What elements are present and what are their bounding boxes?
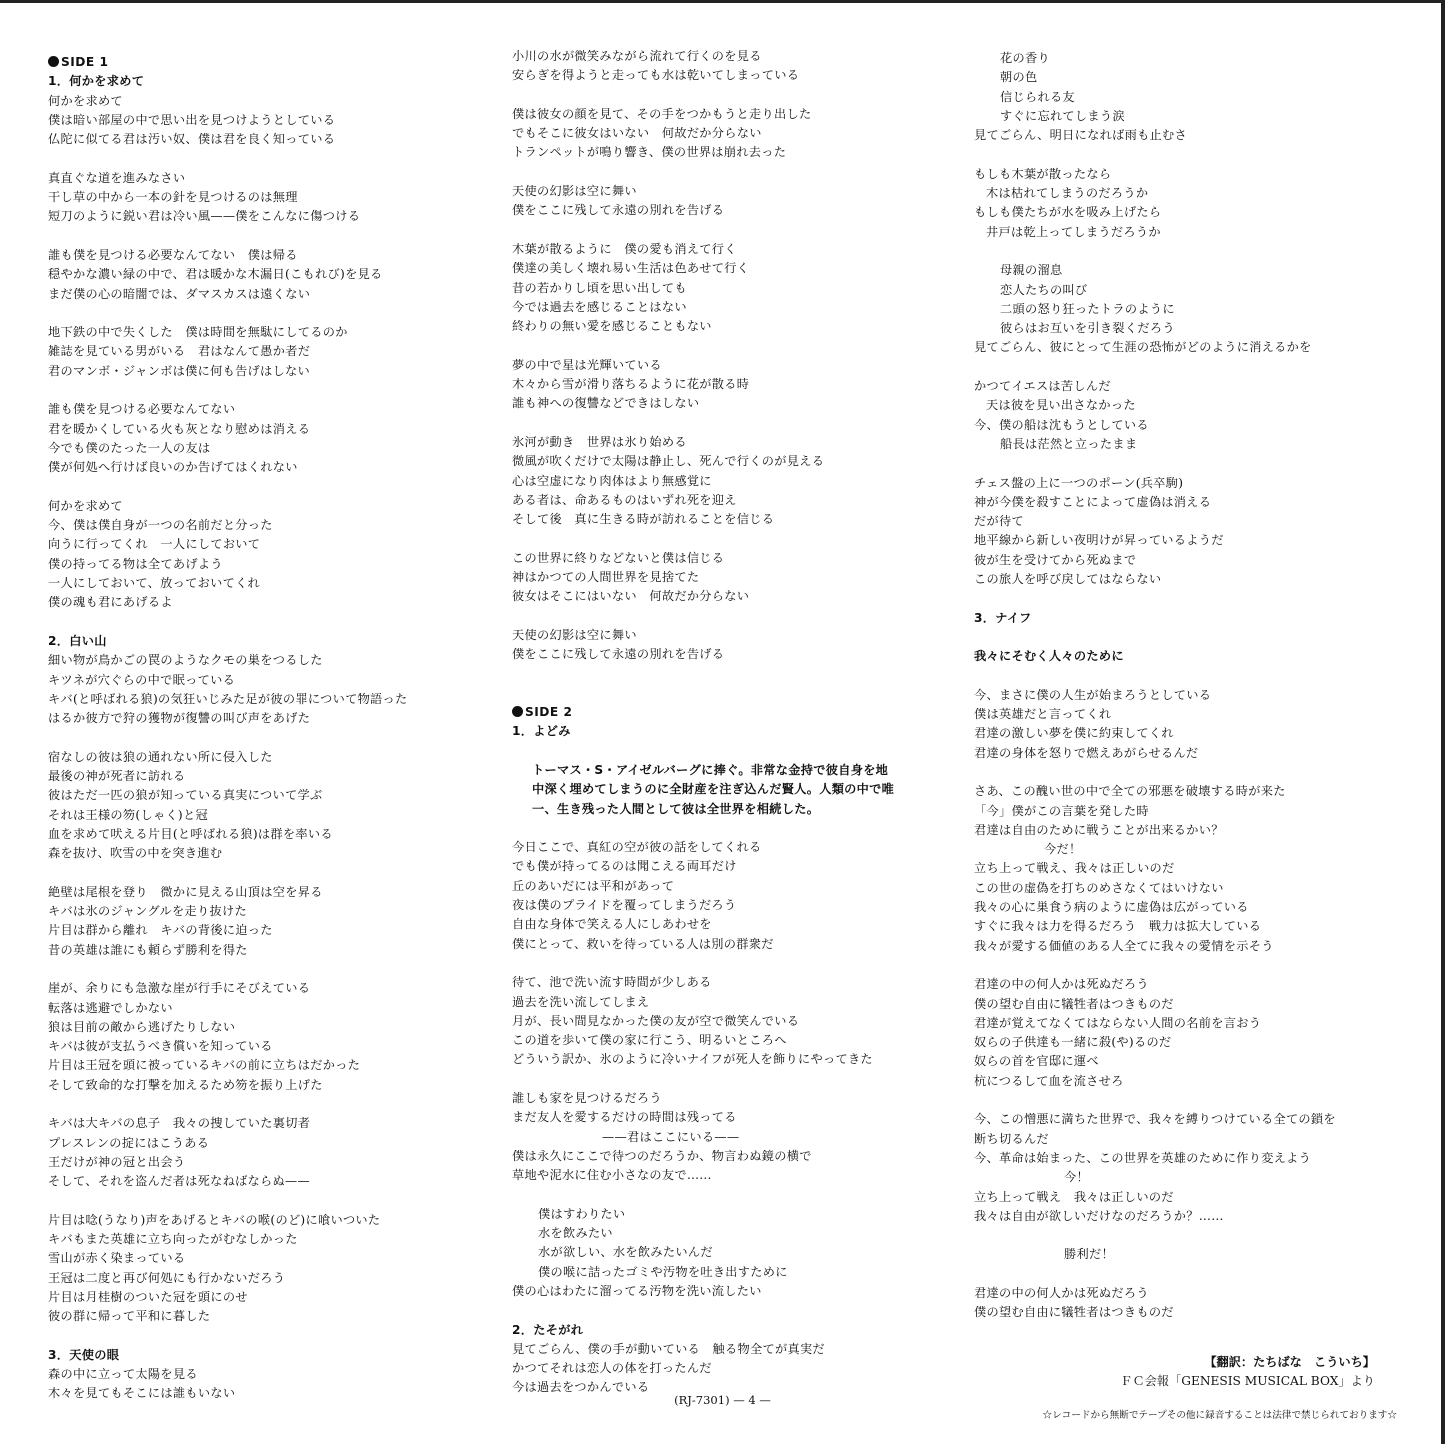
lyric-line: かつてイエスは苦しんだ — [974, 379, 1111, 394]
lyric-line: 神はかつての人間世界を見捨てた — [512, 570, 700, 585]
lyric-line: 「今」僕がこの言葉を発した時 — [974, 803, 1149, 818]
lyric-line: もしも木葉が散ったなら — [974, 166, 1112, 181]
lyric-line: 木は枯れてしまうのだろうか — [986, 186, 1149, 201]
lyric-line: すぐに忘れてしまう涙 — [1000, 108, 1125, 123]
page-number: (RJ-7301) — 4 — — [674, 1393, 771, 1407]
lyric-line: 母親の溜息 — [1000, 263, 1063, 278]
lyric-line: 立ち上って戦え、我々は正しいのだ — [974, 861, 1175, 876]
lyric-line: 彼の群に帰って平和に暮した — [48, 1309, 211, 1324]
lyric-line: そして後 真に生きる時が訪れることを信じる — [512, 512, 775, 527]
lyric-line: 僕の望む自由に犠牲者はつきものだ — [974, 996, 1174, 1011]
lyric-line: 昔の若かりし頃を思い出しても — [512, 280, 687, 295]
lyric-line: 安らぎを得ようと走っても水は乾いてしまっている — [512, 68, 800, 83]
lyric-line: 片目は月桂樹のついた冠を頭にのせ — [48, 1290, 248, 1304]
lyrics-block — [512, 47, 952, 665]
lyrics-block — [48, 92, 488, 613]
lyric-line: 井戸は乾上ってしまうだろうか — [986, 224, 1161, 239]
translator-credit: 【翻訳：たちばな こういち】 — [1204, 1355, 1375, 1369]
side-1-heading: SIDE 1 — [48, 53, 488, 72]
lyric-line: 今、革命は始まった、この世界を英雄のために作り変えよう — [974, 1150, 1312, 1165]
lyric-line: 君達の身体を怒りで燃えあがらせるんだ — [974, 745, 1199, 760]
lyric-line: 僕は彼女の顔を見て、その手をつかもうと走り出した — [512, 106, 812, 121]
lyric-line: 今、僕の船は沈もうとしている — [974, 417, 1149, 432]
song-title: 1．よどみ — [512, 724, 571, 739]
lyric-line: 断ち切るんだ — [974, 1131, 1049, 1146]
lyric-line: 奴らの子供達も一緒に殺(や)るのだ — [974, 1035, 1172, 1050]
lyric-line: はるか彼方で狩の獲物が復讐の叫び声をあげた — [48, 711, 311, 726]
lyric-line: 自由な身体で笑える人にしあわせを — [512, 917, 712, 932]
lyric-line: キバは氷のジャングルを走り抜けた — [48, 904, 247, 919]
song-title: 3．ナイフ — [974, 610, 1032, 625]
lyric-line: 狼は目前の敵から逃げたりしない — [48, 1019, 236, 1034]
song-title: 2．たそがれ — [512, 1322, 584, 1337]
lyric-line: 僕は暗い部屋の中で思い出を見つけようとしている — [48, 112, 336, 127]
song-title: 2．白い山 — [48, 633, 107, 648]
lyric-line: この旅人を呼び戻してはならない — [974, 572, 1162, 587]
lyric-line: 僕は英雄だと言ってくれ — [974, 707, 1112, 722]
lyric-line: 今日ここで、真紅の空が彼の話をしてくれる — [512, 840, 762, 855]
lyric-line: 僕にとって、救いを待っている人は別の群衆だ — [512, 936, 774, 951]
lyric-line: 血を求めて吠える片目(と呼ばれる狼)は群を率いる — [48, 826, 333, 841]
lyric-line: 僕をここに残して永遠の別れを告げる — [512, 647, 725, 662]
lyric-line: 信じられる友 — [1000, 89, 1075, 104]
lyrics-block — [512, 838, 952, 1301]
lyric-line: 水が欲しい、水を飲みたいんだ — [538, 1245, 713, 1260]
copyright-notice: ☆レコードから無断でテープその他に録音することは法律で禁じられております☆ — [1042, 1410, 1397, 1421]
lyric-line: 彼女はそこにはいない 何故だか分らない — [512, 589, 750, 604]
bullet-icon — [512, 706, 523, 717]
column-1 — [48, 53, 488, 1404]
lyric-line: 夢の中で星は光輝いている — [512, 357, 662, 372]
lyric-line: 君達の中の何人かは死ぬだろう — [974, 1286, 1149, 1300]
lyric-line: 僕は永久にここで待つのだろうか、物言わぬ鏡の横で — [512, 1148, 812, 1163]
lyric-line: 見てごらん、明日になれば雨も止むさ — [974, 128, 1188, 143]
side-2-heading: SIDE 2 — [512, 703, 952, 722]
lyric-line: 僕達の美しく壊れ易い生活は色あせて行く — [512, 261, 750, 276]
lyric-line: 僕の持ってる物は全てあげよう — [48, 556, 223, 571]
lyric-line: 昔の英雄は誰にも頼らず勝利を得た — [48, 942, 248, 957]
lyric-line: 王だけが神の冠と出会う — [48, 1154, 186, 1169]
lyric-line: 今、僕は僕自身が一つの名前だと分った — [48, 518, 273, 533]
lyric-line: 今だ！ — [1044, 842, 1082, 857]
lyric-line: ある者は、命あるものはいずれ死を迎え — [512, 492, 737, 507]
lyric-line: 花の香り — [1000, 51, 1050, 65]
lyric-line: 夜は僕のプライドを覆ってしまうだろう — [512, 898, 737, 913]
lyrics-block — [512, 1340, 952, 1398]
lyric-line: 僕はすわりたい — [538, 1206, 626, 1221]
lyric-line: 僕の喉に詰ったゴミや汚物を吐き出すために — [538, 1264, 788, 1279]
lyric-line: さあ、この醜い世の中で全ての邪悪を破壊する時が来た — [974, 784, 1286, 799]
lyric-line: 何かを求めて — [48, 93, 123, 108]
lyric-line: キバは大キバの息子 我々の捜していた裏切者 — [48, 1116, 311, 1131]
lyric-line: 立ち上って戦え 我々は正しいのだ — [974, 1189, 1174, 1204]
lyric-line: そして致命的な打撃を加えるため笏を振り上げた — [48, 1077, 323, 1092]
lyric-line: 木葉が散るように 僕の愛も消えて行く — [512, 241, 737, 256]
lyric-line: でも僕が持ってるのは聞こえる両耳だけ — [512, 859, 737, 874]
lyric-line: 天使の幻影は空に舞い — [512, 184, 637, 199]
lyric-line: 奴らの首を官邸に運べ — [974, 1054, 1099, 1069]
lyric-line: 草地や泥水に住む小さなの友で…… — [512, 1168, 712, 1183]
lyric-line: 彼らはお互いを引き裂くだろう — [1000, 321, 1175, 336]
song-title: 1．何かを求めて — [48, 74, 145, 89]
song-title: 3．天使の眼 — [48, 1347, 120, 1362]
lyric-line: 丘のあいだには平和があって — [512, 878, 675, 893]
lyric-line: 雪山が赤く染まっている — [48, 1251, 186, 1266]
lyric-line: 片目は唸(うなり)声をあげるとキバの喉(のど)に喰いついた — [48, 1212, 381, 1227]
lyric-line: 森の中に立って太陽を見る — [48, 1367, 198, 1382]
column-2 — [512, 47, 952, 1398]
lyric-line: 我々は自由が欲しいだけなのだろうか？…… — [974, 1208, 1224, 1223]
lyric-line: 我々が愛する価値のある人全てに我々の愛情を示そう — [974, 938, 1274, 953]
lyric-line: 真直ぐな道を進みなさい — [48, 170, 186, 185]
lyric-line: 船長は茫然と立ったまま — [1000, 436, 1138, 451]
lyric-line: 細い物が鳥かごの罠のようなクモの巣をつるした — [48, 653, 323, 668]
lyric-line: 誰も神への復讐などできはしない — [512, 396, 700, 411]
lyric-line: 雑誌を見ている男がいる 君はなんて愚か者だ — [48, 344, 311, 359]
lyric-line: そして、それを盗んだ者は死なねばならぬ—— — [48, 1174, 310, 1189]
lyric-line: キバ(と呼ばれる狼)の気狂いじみた足が彼の罪について物語った — [48, 691, 408, 706]
lyric-line: キバは彼が支払うべき償いを知っている — [48, 1039, 273, 1054]
lyric-line: 天は彼を見い出さなかった — [986, 398, 1136, 413]
song-subtitle: 我々にそむく人々のために — [974, 649, 1124, 664]
lyric-line: この世の虚偽を打ちのめさなくてはいけない — [974, 880, 1224, 895]
lyric-line: まだ僕の心の暗闇では、ダマスカスは遠くない — [48, 286, 311, 301]
lyric-line: 僕をここに残して永遠の別れを告げる — [512, 203, 725, 218]
lyric-line: 待て、池で洗い流す時間が少しある — [512, 975, 712, 990]
lyric-line: 今は過去をつかんでいる — [512, 1380, 650, 1395]
lyric-line: 一人にしておいて、放っておいてくれ — [48, 576, 261, 591]
lyric-line: 水を飲みたい — [538, 1226, 613, 1241]
lyric-line: それは王様の笏(しゃく)と冠 — [48, 807, 208, 822]
lyric-line: 転落は逃避でしかない — [48, 1000, 173, 1015]
dedication-line: 一、生き残った人間として彼は全世界を相続した。 — [532, 801, 820, 816]
lyric-line: 微風が吹くだけで太陽は静止し、死んで行くのが見える — [512, 454, 825, 469]
lyric-line: 王冠は二度と再び何処にも行かないだろう — [48, 1270, 286, 1285]
lyric-line: 天使の幻影は空に舞い — [512, 627, 637, 642]
lyric-line: 誰しも家を見つけるだろう — [512, 1091, 662, 1106]
lyric-line: 朝の色 — [1000, 70, 1038, 85]
lyric-line: 今でも僕のたった一人の友は — [48, 440, 211, 455]
lyric-line: 心は空虚になり肉体はより無感覚に — [512, 473, 712, 488]
translation-credit — [1120, 1353, 1375, 1392]
lyric-line: トランペットが鳴り響き、僕の世界は崩れ去った — [512, 145, 787, 160]
lyric-line: 杭につるして血を流させろ — [974, 1073, 1124, 1088]
lyric-line: 片目は群から離れ キバの背後に迫った — [48, 923, 273, 938]
lyric-line: 彼が生を受けてから死ぬまで — [974, 552, 1137, 567]
lyric-line: 地平線から新しい夜明けが昇っているようだ — [974, 533, 1224, 548]
lyric-line: 何かを求めて — [48, 498, 123, 513]
lyric-line: 見てごらん、彼にとって生涯の恐怖がどのように消えるかを — [974, 340, 1312, 355]
lyric-line: 氷河が動き 世界は氷り始める — [512, 434, 687, 449]
lyric-line: ——君はここにいる—— — [602, 1129, 740, 1144]
lyric-line: 干し草の中から一本の針を見つけるのは無理 — [48, 190, 298, 205]
dedication-text — [512, 761, 952, 819]
lyric-line: プレスレンの掟にはこうある — [48, 1135, 210, 1150]
lyric-line: キツネが穴ぐらの中で眠っている — [48, 672, 236, 687]
lyric-line: この世界に終りなどないと僕は信じる — [512, 550, 725, 565]
lyrics-block — [974, 686, 1414, 1323]
lyric-line: 地下鉄の中で失くした 僕は時間を無駄にしてるのか — [48, 325, 348, 340]
lyric-line: 君達は自由のために戦うことが出来るかい？ — [974, 822, 1224, 837]
lyric-line: 我々の心に巣食う病のように虚偽は広がっている — [974, 900, 1249, 915]
lyric-line: 僕の望む自由に犠牲者はつきものだ — [974, 1305, 1174, 1320]
lyric-line: 崖が、余りにも急激な崖が行手にそびえている — [48, 981, 311, 996]
lyric-line: もしも僕たちが水を吸み上げたら — [974, 205, 1162, 220]
lyric-line: 彼はただ一匹の狼が知っている真実について学ぶ — [48, 788, 323, 803]
lyric-line: すぐに我々は力を得るだろう 戦力は拡大している — [974, 919, 1262, 934]
lyric-line: 神が今僕を殺すことによって虚偽は消える — [974, 494, 1212, 509]
lyric-line: 君達の中の何人かは死ぬだろう — [974, 977, 1149, 992]
lyric-line: キバもまた英雄に立ち向ったがむなしかった — [48, 1232, 298, 1247]
lyric-line: この道を歩いて僕の家に行こう、明るいところへ — [512, 1033, 787, 1048]
lyric-line: 君達が覚えてなくてはならない人間の名前を言おう — [974, 1015, 1262, 1030]
dedication-line: 中深く埋めてしまうのに全財産を注ぎ込んだ賢人。人類の中で唯 — [532, 782, 895, 797]
lyric-line: 二頭の怒り狂ったトラのように — [1000, 301, 1175, 316]
lyric-line: 片目は王冠を頭に被っているキバの前に立ちはだかった — [48, 1058, 361, 1073]
lyric-line: 僕の魂も君にあげるよ — [48, 595, 173, 610]
lyric-line: まだ友人を愛するだけの時間は残ってる — [512, 1110, 737, 1125]
lyric-line: 君を暖かくしている火も灰となり慰めは消える — [48, 421, 311, 436]
lyric-line: かつてそれは恋人の体を打ったんだ — [512, 1361, 712, 1376]
lyric-line: 小川の水が微笑みながら流れて行くのを見る — [512, 49, 762, 63]
lyric-line: 仏陀に似てる君は汚い奴、僕は君を良く知っている — [48, 132, 336, 147]
lyric-line: 君達の激しい夢を僕に約束してくれ — [974, 726, 1174, 741]
dedication-line: トーマス・S・アイゼルバーグに捧ぐ。非常な金持で彼自身を地 — [532, 762, 889, 777]
lyric-line: 見てごらん、僕の手が動いている 触る物全てが真実だ — [512, 1341, 825, 1356]
lyric-line: 今では過去を感じることはない — [512, 299, 687, 314]
lyric-line: 絶壁は尾根を登り 微かに見える山頂は空を昇る — [48, 884, 323, 899]
column-3 — [974, 49, 1414, 1323]
lyrics-block — [48, 651, 488, 1326]
lyric-line: 過去を洗い流してしまえ — [512, 994, 650, 1009]
lyric-line: 月が、長い間見なかった僕の友が空で微笑んでいる — [512, 1013, 800, 1028]
lyric-line: チェス盤の上に一つのポーン(兵卒駒) — [974, 475, 1184, 490]
lyric-line: 森を抜け、吹雪の中を突き進む — [48, 846, 223, 861]
lyric-line: どういう訳か、氷のように冷いナイフが死人を飾りにやってきた — [512, 1052, 873, 1067]
lyric-line: 宿なしの彼は狼の通れない所に侵入した — [48, 749, 273, 764]
lyric-line: でもそこに彼女はいない 何故だか分らない — [512, 126, 762, 141]
lyric-line: 木々から雪が滑り落ちるように花が散る時 — [512, 377, 750, 392]
lyric-line: 向うに行ってくれ 一人にしておいて — [48, 537, 261, 552]
lyric-line: 今、この憎悪に満ちた世界で、我々を縛りつけている全ての鎖を — [974, 1112, 1336, 1127]
lyric-line: 穏やかな濃い緑の中で、君は暖かな木漏日(こもれび)を見る — [48, 267, 383, 282]
lyric-line: だが待て — [974, 514, 1024, 529]
lyrics-block — [974, 49, 1414, 589]
lyric-line: 僕が何処へ行けば良いのか告げてはくれない — [48, 460, 298, 475]
lyric-line: 恋人たちの叫び — [1000, 282, 1088, 297]
lyric-line: 僕の心はわたに溜ってる汚物を洗い流したい — [512, 1284, 762, 1298]
lyric-line: 木々を見てもそこには誰もいない — [48, 1386, 236, 1401]
lyric-line: 誰も僕を見つける必要なんてない — [48, 402, 236, 417]
lyric-line: 今！ — [1064, 1170, 1089, 1185]
lyric-line: 短刀のように鋭い君は冷い風——僕をこんなに傷つける — [48, 209, 361, 224]
bullet-icon — [48, 56, 59, 67]
lyric-line: 誰も僕を見つける必要なんてない 僕は帰る — [48, 247, 298, 262]
lyric-line: 勝利だ！ — [1064, 1247, 1114, 1262]
lyric-line: 今、まさに僕の人生が始まろうとしている — [974, 687, 1212, 702]
lyric-line: 君のマンボ・ジャンボは僕に何も告げはしない — [48, 363, 310, 378]
lyric-line: 最後の神が死者に訪れる — [48, 768, 186, 783]
source-credit: ＦＣ会報「GENESIS MUSICAL BOX」より — [1120, 1374, 1375, 1389]
lyric-line: 終わりの無い愛を感じることもない — [512, 319, 712, 334]
